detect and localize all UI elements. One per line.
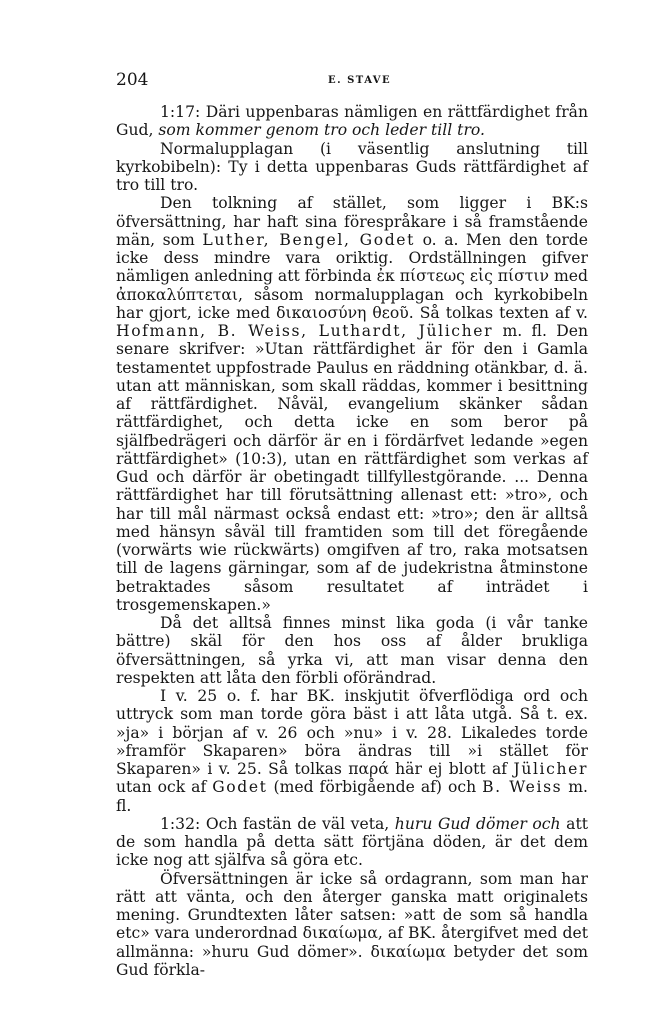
page-number: 204 (116, 70, 149, 90)
italic-segment: som kommer genom tro och leder till tro. (158, 121, 485, 140)
paragraph (116, 687, 588, 815)
spaced-name-segment: Jülicher (513, 760, 588, 778)
text-segment: Då det alltså finnes minst lika goda (i vår tanke bättre) skäl för den hos oss af ålder brukliga öfversättningen, så yrka vi, att man visar denna den respekten att låta den förbli oförändrad. (116, 614, 588, 687)
text-segment: (med förbigående af) och (267, 778, 483, 797)
text-segment: 1:17: Däri uppenbaras nämligen en rättfärdighet från Gud, (116, 103, 588, 140)
text-segment: att de som handla på detta sätt förtjäna döden, är det dem icke nog att själfva så göra etc. (116, 814, 588, 870)
text-segment: Öfversättningen är icke så ordagrann, som man har rätt att vänta, och den återger ganska matt originalets mening. Grundtexten låter satsen: »att de som så handla etc» vara underordnad δικαίωμα, af BK. återgifvet med det allmänna: »huru Gud dömer». δικαίωμα betyder det som Gud förkla- (116, 869, 588, 979)
page-header (116, 70, 588, 92)
paragraph (116, 815, 588, 870)
italic-segment: huru Gud dömer och (394, 814, 561, 833)
page-body (116, 103, 588, 979)
paragraph (116, 194, 588, 614)
spaced-name-segment: B. Weiss (482, 778, 563, 797)
text-segment: Normalupplagan (i väsentlig anslutning till kyrkobibeln): Ty i detta uppenbaras Guds rättfärdighet af tro till tro. (116, 139, 588, 194)
paragraph (116, 870, 588, 980)
paragraph (116, 140, 588, 195)
paragraph (116, 103, 588, 140)
spaced-name-segment: Godet (212, 778, 268, 797)
text-segment: utan ock af (116, 778, 213, 797)
paragraph (116, 614, 588, 687)
text-segment: o. a. Men den torde icke dess mindre vara oriktig. Ordställningen gifver nämligen anledning att förbinda ἐκ πίστεως εἰς πίστιν med ἀποκαλύπτεται, såsom normalupplagan och kyrkobibeln har gjort, icke med δικαιοσύνη θεοῦ. Så tolkas texten af v. (116, 230, 588, 322)
text-segment: Den tolkning af stället, som ligger i BK:s öfversättning, har haft sina förespråkare i så framstående män, som (116, 194, 588, 249)
running-title: E. STAVE (328, 75, 392, 86)
text-segment: 1:32: Och fastän de väl veta, (160, 814, 395, 833)
spaced-name-segment: Hofmann, B. Weiss, Luthardt, Jülicher (116, 322, 494, 340)
spaced-name-segment: Luther, Bengel, Godet (202, 230, 415, 249)
text-segment: m. fl. (116, 778, 589, 815)
text-segment: I v. 25 o. f. har BK. inskjutit öfverflödiga ord och uttryck som man torde göra bäst i att låta utgå. Så t. ex. »ja» i början af v. 26 och »nu» i v. 28. Likaledes torde »framför Skaparen» böra ändras till »i stället för Skaparen» i v. 25. Så tolkas παρά här ej blott af (116, 687, 588, 778)
text-segment: m. fl. Den senare skrifver: »Utan rättfärdighet är för den i Gamla testamentet uppfostrade Paulus en räddning otänkbar, d. ä. utan att människan, som skall räddas, kommer i besittning af rättfärdighet. Nåväl, evangelium skänker sådan rättfärdighet, och detta icke en som beror på själfbedrägeri och därför är en i fördärfvet ledande »egen rättfärdighet» (10:3), utan en rättfärdighet som verkas af Gud och därför är obetingadt tillfyllestgörande. ... Denna rättfärdighet har till förutsättning allenast ett: »tro», och har till mål närmast också endast ett: »tro»; den är alltså med hänsyn såväl till framtiden som till det föregående (vorwärts wie rückwärts) omgifven af tro, raka motsatsen till de lagens gärningar, som af de judekristna åtminstone betraktades såsom resultatet af inträdet i trosgemenskapen.» (116, 322, 588, 614)
